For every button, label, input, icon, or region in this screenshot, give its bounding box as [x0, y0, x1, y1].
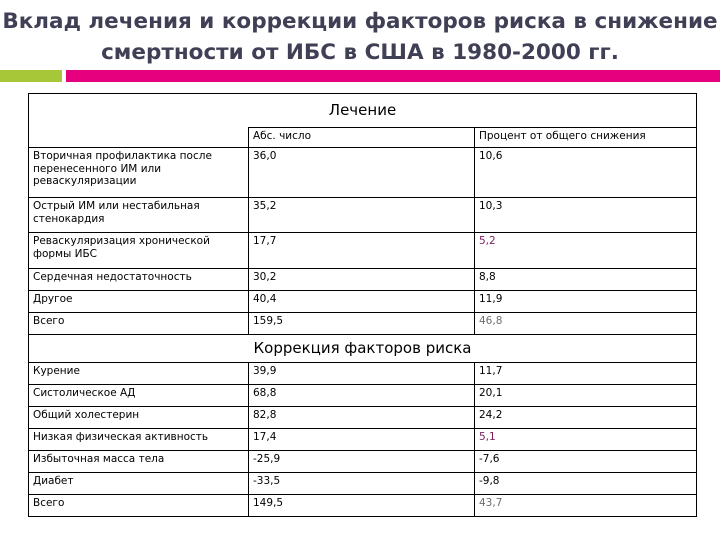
mortality-table — [28, 93, 697, 517]
table-row — [29, 269, 697, 291]
row-percent: 11,9 — [475, 291, 697, 313]
row-percent: 5,2 — [475, 233, 697, 269]
table-row — [29, 407, 697, 429]
row-abs: 159,5 — [249, 313, 475, 335]
accent-bar-pink — [66, 70, 720, 82]
accent-bar-green — [0, 70, 62, 82]
row-abs: 68,8 — [249, 385, 475, 407]
table-row — [29, 451, 697, 473]
header-abs: Абс. число — [249, 128, 475, 148]
row-label: Низкая физическая активность — [29, 429, 249, 451]
row-label: Курение — [29, 363, 249, 385]
row-abs: 82,8 — [249, 407, 475, 429]
table-row — [29, 148, 697, 198]
row-percent: 24,2 — [475, 407, 697, 429]
row-percent: 10,6 — [475, 148, 697, 198]
row-label: Другое — [29, 291, 249, 313]
row-abs: 36,0 — [249, 148, 475, 198]
title-line-2: смертности от ИБС в США в 1980-2000 гг. — [101, 40, 619, 65]
row-percent: 46,8 — [475, 313, 697, 335]
row-label: Систолическое АД — [29, 385, 249, 407]
table-row — [29, 473, 697, 495]
row-percent: 10,3 — [475, 198, 697, 233]
table-row — [29, 291, 697, 313]
title-line-1: Вклад лечения и коррекции факторов риска в снижение — [2, 9, 718, 34]
row-label: Вторичная профилактика после перенесенного ИМ или реваскуляризации — [29, 148, 249, 198]
table-row — [29, 385, 697, 407]
row-label: Реваскуляризация хронической формы ИБС — [29, 233, 249, 269]
row-label: Диабет — [29, 473, 249, 495]
row-abs: 30,2 — [249, 269, 475, 291]
table-row — [29, 233, 697, 269]
row-percent: 5,1 — [475, 429, 697, 451]
row-percent: -7,6 — [475, 451, 697, 473]
section-heading-treatment: Лечение — [29, 94, 697, 128]
table-row — [29, 363, 697, 385]
row-label: Сердечная недостаточность — [29, 269, 249, 291]
table-row — [29, 198, 697, 233]
row-percent: 11,7 — [475, 363, 697, 385]
row-abs: 40,4 — [249, 291, 475, 313]
row-percent: 8,8 — [475, 269, 697, 291]
table-row-total — [29, 313, 697, 335]
table-row-total — [29, 495, 697, 517]
header-empty-cell — [29, 128, 249, 148]
row-percent: 43,7 — [475, 495, 697, 517]
row-label: Острый ИМ или нестабильная стенокардия — [29, 198, 249, 233]
table-row — [29, 429, 697, 451]
row-label: Всего — [29, 313, 249, 335]
row-abs: -25,9 — [249, 451, 475, 473]
row-label: Всего — [29, 495, 249, 517]
header-percent: Процент от общего снижения — [475, 128, 697, 148]
row-label: Общий холестерин — [29, 407, 249, 429]
row-percent: 20,1 — [475, 385, 697, 407]
row-abs: 149,5 — [249, 495, 475, 517]
row-abs: 17,4 — [249, 429, 475, 451]
row-abs: 35,2 — [249, 198, 475, 233]
row-abs: 17,7 — [249, 233, 475, 269]
column-header-row — [29, 128, 697, 148]
section-heading-risk-factors: Коррекция факторов риска — [29, 335, 697, 363]
row-abs: -33,5 — [249, 473, 475, 495]
row-abs: 39,9 — [249, 363, 475, 385]
row-percent: -9,8 — [475, 473, 697, 495]
slide-title — [0, 6, 720, 68]
row-label: Избыточная масса тела — [29, 451, 249, 473]
